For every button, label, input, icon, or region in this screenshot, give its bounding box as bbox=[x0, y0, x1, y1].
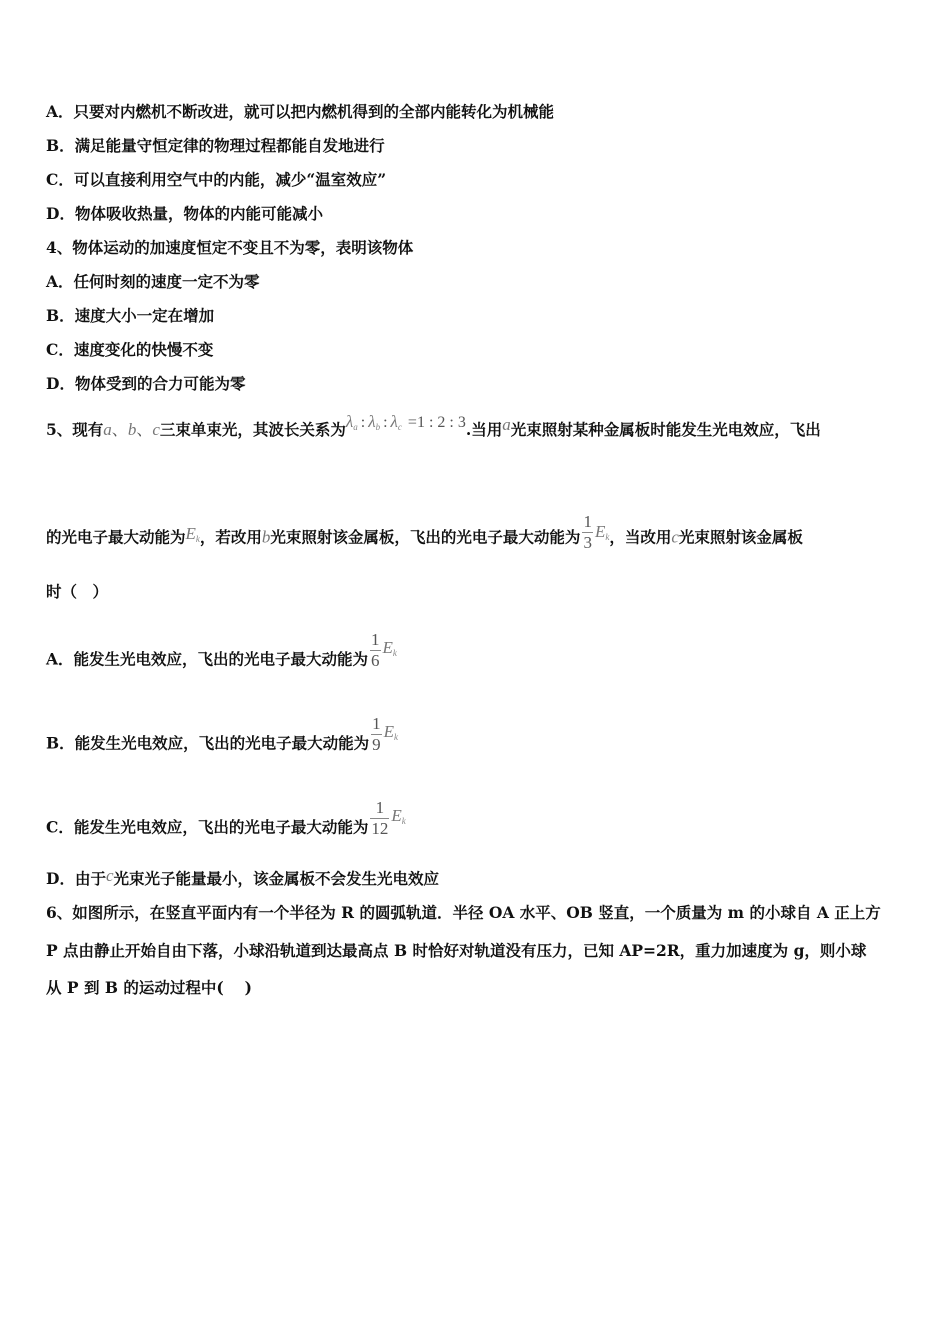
q3-option-a: A．只要对内燃机不断改进，就可以把内燃机得到的全部内能转化为机械能 bbox=[46, 102, 555, 121]
q4-stem: 4、物体运动的加速度恒定不变且不为零，表明该物体 bbox=[46, 238, 414, 257]
symbol-c: c bbox=[671, 527, 679, 547]
q5-text: ，若改用 bbox=[199, 527, 262, 547]
fraction-one-ninth: $\frac{1}{9}$ bbox=[372, 714, 381, 754]
kinetic-energy-symbol: $E_k$ bbox=[185, 523, 200, 544]
q5-text: 光束照射该金属板，飞出的光电子最大动能为 bbox=[270, 527, 581, 547]
q5-text: 5、现有 bbox=[46, 420, 104, 439]
q5-text: 三束单束光，其波长关系为 bbox=[159, 420, 346, 439]
q5-text: 光束照射某种金属板时能发生光电效应，飞出 bbox=[510, 420, 821, 439]
q5-text: .当用 bbox=[465, 420, 503, 439]
separator: 、 bbox=[136, 422, 153, 439]
q5-text: 光束照射该金属板 bbox=[678, 527, 803, 547]
q4-option-c: C．速度变化的快慢不变 bbox=[46, 340, 214, 359]
wavelength-ratio-formula: $\lambda_a$ : $\lambda_b$ : $\lambda_c =1$ : 2 : 3 bbox=[345, 412, 466, 432]
q5-stem-line3: 时（ ） bbox=[46, 582, 109, 601]
kinetic-energy-symbol: $E_k$ bbox=[382, 637, 397, 658]
fraction-one-twelfth: $\frac{1}{12}$ bbox=[371, 798, 389, 838]
q4-option-b: B．速度大小一定在增加 bbox=[46, 306, 215, 325]
symbol-c: c bbox=[105, 866, 114, 885]
q5-text: 的光电子最大动能为 bbox=[46, 527, 186, 547]
q4-option-d: D．物体受到的合力可能为零 bbox=[46, 374, 246, 393]
symbol-a: a bbox=[502, 415, 511, 434]
q4-option-a: A．任何时刻的速度一定不为零 bbox=[46, 272, 260, 291]
symbol-c: c bbox=[152, 420, 160, 439]
q5-option-d-text: D．由于 bbox=[46, 869, 106, 888]
q5-option-c-text: C．能发生光电效应，飞出的光电子最大动能为 bbox=[46, 817, 369, 837]
q5-text: ，当改用 bbox=[609, 527, 672, 547]
q6-stem-line3: 从 P 到 B 的运动过程中( ) bbox=[46, 978, 252, 997]
fraction-one-sixth: $\frac{1}{6}$ bbox=[371, 630, 380, 670]
symbol-b: b bbox=[261, 527, 271, 547]
q6-stem-line2: P 点由静止开始自由下落，小球沿轨道到达最高点 B 时恰好对轨道没有压力，已知 AP=2R，重力加速度为 g，则小球 bbox=[46, 941, 867, 960]
q5-option-a bbox=[46, 630, 397, 681]
q6-stem-line1: 6、如图所示，在竖直平面内有一个半径为 R 的圆弧轨道．半径 OA 水平、OB 竖直，一个质量为 m 的小球自 A 正上方 bbox=[46, 903, 881, 922]
kinetic-energy-symbol: $E_k$ bbox=[594, 521, 610, 542]
kinetic-energy-symbol: $E_k$ bbox=[391, 805, 406, 826]
kinetic-energy-symbol: $E_k$ bbox=[383, 721, 398, 742]
q3-option-d: D．物体吸收热量，物体的内能可能减小 bbox=[46, 204, 323, 223]
q5-stem-line2 bbox=[46, 512, 803, 559]
fraction-one-third: $\frac{1}{3}$ bbox=[583, 512, 592, 552]
q5-option-d bbox=[46, 868, 439, 890]
symbol-b: b bbox=[127, 420, 137, 439]
separator: 、 bbox=[111, 422, 128, 439]
q5-option-b-text: B．能发生光电效应，飞出的光电子最大动能为 bbox=[46, 733, 370, 753]
q5-option-c bbox=[46, 798, 406, 849]
q3-option-c: C．可以直接利用空气中的内能，减少“温室效应” bbox=[46, 170, 387, 189]
q5-option-d-text: 光束光子能量最小，该金属板不会发生光电效应 bbox=[113, 869, 440, 888]
q5-option-a-text: A．能发生光电效应，飞出的光电子最大动能为 bbox=[46, 649, 369, 669]
q3-option-b: B．满足能量守恒定律的物理过程都能自发地进行 bbox=[46, 136, 385, 155]
q5-option-b bbox=[46, 714, 398, 765]
q5-stem-line1 bbox=[46, 412, 821, 446]
symbol-a: a bbox=[103, 420, 112, 439]
